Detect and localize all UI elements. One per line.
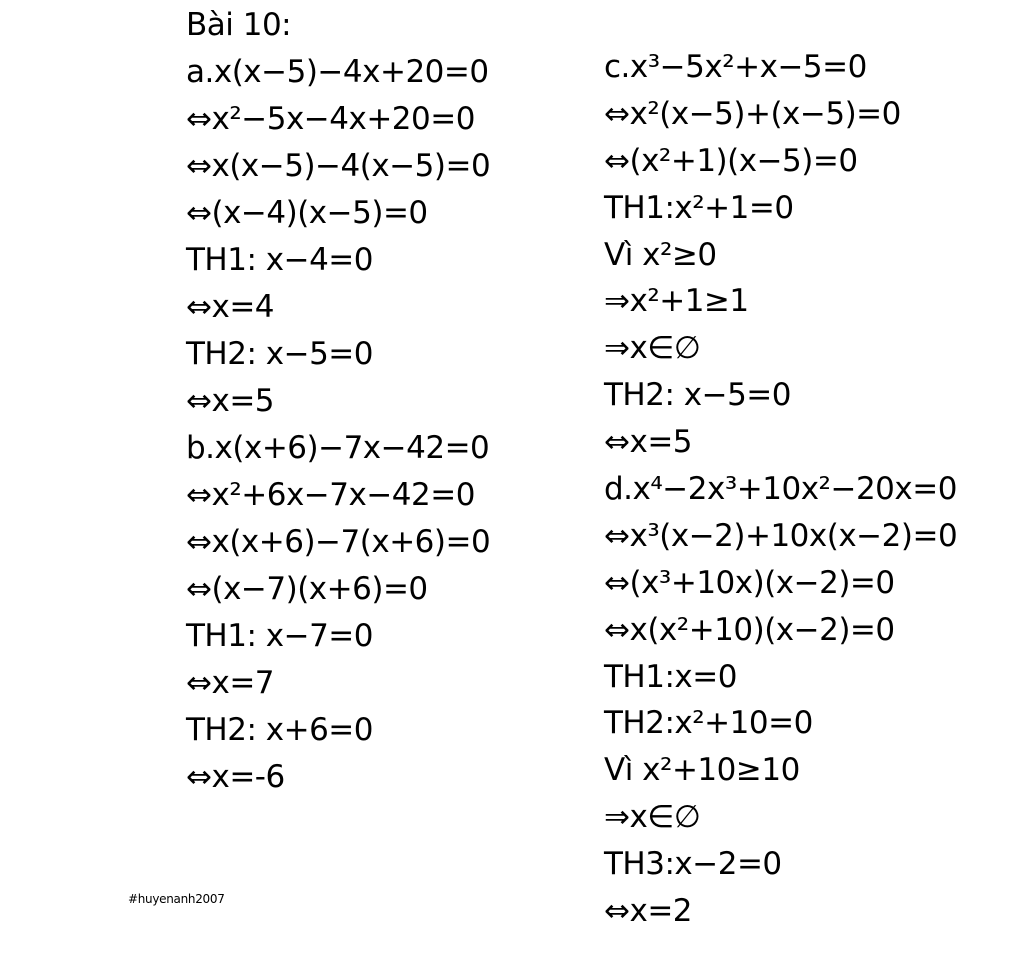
solution-line: ⇔(x−4)(x−5)=0 xyxy=(186,195,428,231)
solution-line: ⇔x=2 xyxy=(604,893,693,930)
solution-line: b.x(x+6)−7x−42=0 xyxy=(186,430,490,466)
solution-line: ⇔x=7 xyxy=(186,665,275,701)
solution-line: ⇔x(x²+10)(x−2)=0 xyxy=(604,611,895,648)
solution-line: d.x⁴−2x³+10x²−20x=0 xyxy=(604,471,957,508)
solution-line: TH1: x−7=0 xyxy=(186,618,374,654)
solution-line: TH2:x²+10=0 xyxy=(604,705,813,742)
solution-line: TH3:x−2=0 xyxy=(604,846,782,883)
solution-line: ⇔(x−7)(x+6)=0 xyxy=(186,571,428,607)
solution-line: ⇔x=4 xyxy=(186,289,275,325)
solution-line: TH2: x−5=0 xyxy=(186,336,374,372)
solution-line: ⇔x(x−5)−4(x−5)=0 xyxy=(186,148,491,184)
exercise-title: Bài 10: xyxy=(186,7,292,43)
solution-line: Vì x²≥0 xyxy=(604,236,717,273)
author-watermark: #huyenanh2007 xyxy=(128,892,225,906)
solution-line: ⇔x³(x−2)+10x(x−2)=0 xyxy=(604,517,958,554)
solution-line: ⇔x=-6 xyxy=(186,759,285,795)
solution-line: a.x(x−5)−4x+20=0 xyxy=(186,54,489,90)
solution-line: TH1:x²+1=0 xyxy=(604,189,794,226)
solution-line: ⇔x²(x−5)+(x−5)=0 xyxy=(604,95,901,132)
solution-line: ⇔x=5 xyxy=(186,383,275,419)
solution-line: ⇒x²+1≥1 xyxy=(604,283,749,320)
solution-line: TH2: x+6=0 xyxy=(186,712,374,748)
solution-line: ⇔x²−5x−4x+20=0 xyxy=(186,101,475,137)
solution-line: ⇔(x²+1)(x−5)=0 xyxy=(604,142,858,179)
right-solution-column xyxy=(604,44,957,935)
solution-line: Vì x²+10≥10 xyxy=(604,752,800,789)
solution-line: c.x³−5x²+x−5=0 xyxy=(604,49,867,85)
solution-line: TH1: x−4=0 xyxy=(186,242,374,278)
solution-line: ⇔x²+6x−7x−42=0 xyxy=(186,477,475,513)
solution-line: ⇔(x³+10x)(x−2)=0 xyxy=(604,564,895,601)
solution-line: ⇒x∈∅ xyxy=(604,799,701,836)
solution-line: ⇔x=5 xyxy=(604,424,693,461)
solution-line: TH1:x=0 xyxy=(604,658,737,695)
solution-line: TH2: x−5=0 xyxy=(604,377,792,414)
left-solution-column xyxy=(186,2,490,801)
solution-line: ⇔x(x+6)−7(x+6)=0 xyxy=(186,524,491,560)
solution-line: ⇒x∈∅ xyxy=(604,330,701,367)
